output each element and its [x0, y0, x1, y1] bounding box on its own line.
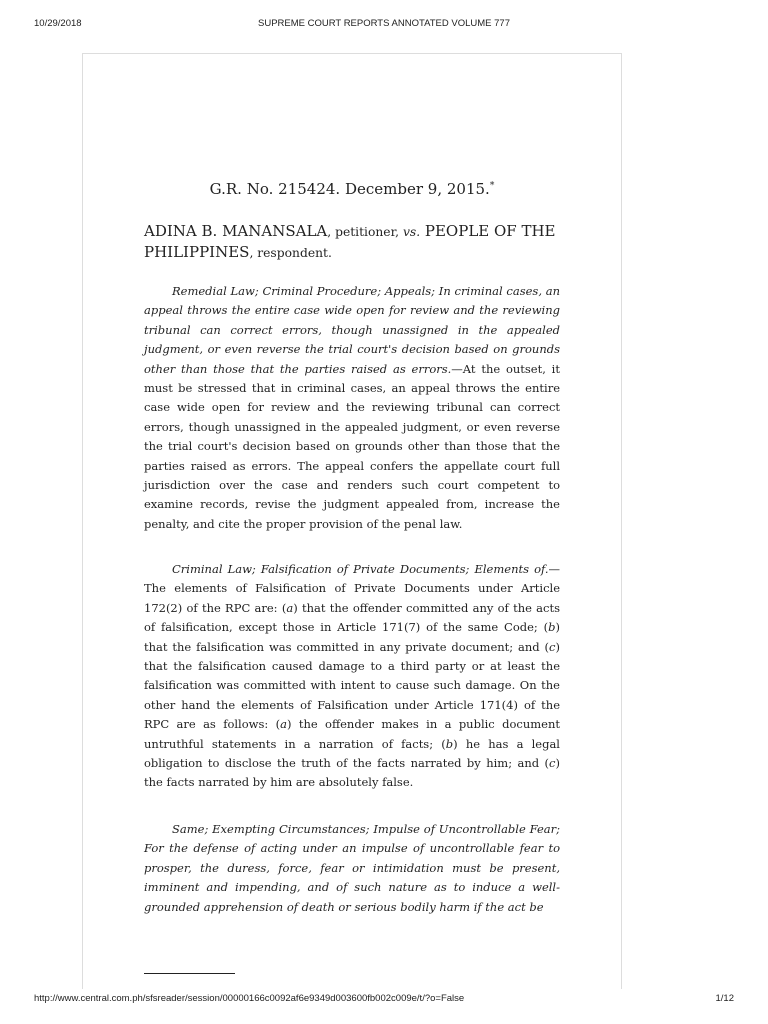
petitioner-name: ADINA B. MANANSALA — [144, 222, 328, 240]
print-header — [0, 18, 768, 32]
syllabus-paragraph-3 — [144, 820, 560, 917]
item-letter: b — [445, 736, 454, 751]
item-letter: c — [549, 639, 556, 654]
respondent-name: PEOPLE OF THE PHILIPPINES — [144, 222, 556, 261]
case-heading — [82, 179, 622, 199]
syllabus-text-2e: ) the offender makes in a public document untruthful statements in a narration of facts; ( — [144, 717, 560, 751]
syllabus-text-1: —At the outset, it must be stressed that in criminal cases, an appeal throws the entire case wide open for review and the reviewing tribunal can correct errors, though unassigned in the appealed judgment, or even reverse the trial court's decision based on grounds other than those that the parties raised as errors. The appeal confers the appellate court full jurisdiction over the case and renders such court competent to examine records, revise the judgment appealed from, increase the penalty, and cite the proper provision of the penal law. — [144, 361, 560, 531]
respondent-role: respondent — [257, 246, 328, 260]
footnote-rule — [144, 973, 235, 974]
case-date: December 9, 2015. — [344, 180, 490, 198]
page-url-link[interactable]: http://www.central.com.ph/sfsreader/session/00000166c0092af6e9349d003600fb002c009e/t/?o=False — [34, 993, 465, 1004]
page-counter: 1/12 — [715, 993, 734, 1004]
petitioner-role: petitioner — [335, 225, 396, 239]
syllabus-paragraph-2 — [144, 560, 560, 793]
syllabus-heading-2: Criminal Law; Falsification of Private Documents; Elements of. — [172, 562, 549, 576]
footnote-marker: * — [489, 181, 495, 191]
syllabus-paragraph-1 — [144, 282, 560, 534]
item-letter: a — [280, 717, 287, 732]
syllabus-text-2c: ) that the falsification was committed in any private document; and ( — [144, 620, 560, 654]
syllabus-text-2f: ) he has a legal obligation to disclose the truth of the facts narrated by him; and ( — [144, 736, 560, 771]
item-letter: b — [548, 620, 556, 635]
syllabus-text-2b: ) that the offender committed any of the acts of falsification, except those in Article 171(7) of the same Code; ( — [144, 600, 560, 635]
syllabus-text-2a: —The elements of Falsification of Private Documents under Article 172(2) of the RPC are: ( — [144, 562, 560, 615]
syllabus-text-2d: ) that the falsification caused damage to a third party or at least the falsification was committed with intent to cause such damage. On the other hand the elements of Falsification under Article 171(4) of the RPC are as follows: ( — [144, 639, 560, 732]
versus-label: vs. — [402, 225, 421, 239]
case-parties: ADINA B. MANANSALA, petitioner, vs. PEOPLE OF THE PHILIPPINES, respondent. — [144, 222, 556, 261]
syllabus-heading-1: Remedial Law; Criminal Procedure; Appeals; In criminal cases, an appeal throws the entire case wide open for review and the reviewing tribunal can correct errors, though unassigned in the appealed judgment, or even reverse the trial court's decision based on grounds other than those that the parties raised as errors. — [144, 284, 560, 376]
case-number: G.R. No. 215424. — [209, 180, 341, 198]
syllabus-text-2g: ) the facts narrated by him are absolutely false. — [144, 756, 560, 790]
print-title: SUPREME COURT REPORTS ANNOTATED VOLUME 777 — [258, 18, 510, 29]
print-footer — [0, 993, 768, 1007]
item-letter: a — [286, 600, 294, 615]
item-letter: c — [549, 756, 556, 771]
print-date: 10/29/2018 — [34, 18, 82, 29]
syllabus-heading-3: Same; Exempting Circumstances; Impulse of Uncontrollable Fear; For the defense of acting under an impulse of uncontrollable fear to prosper, the duress, force, fear or intimidation must be present, imminent and impending, and of such nature as to induce a well-grounded apprehension of death or serious bodily harm if the act be — [144, 822, 560, 914]
